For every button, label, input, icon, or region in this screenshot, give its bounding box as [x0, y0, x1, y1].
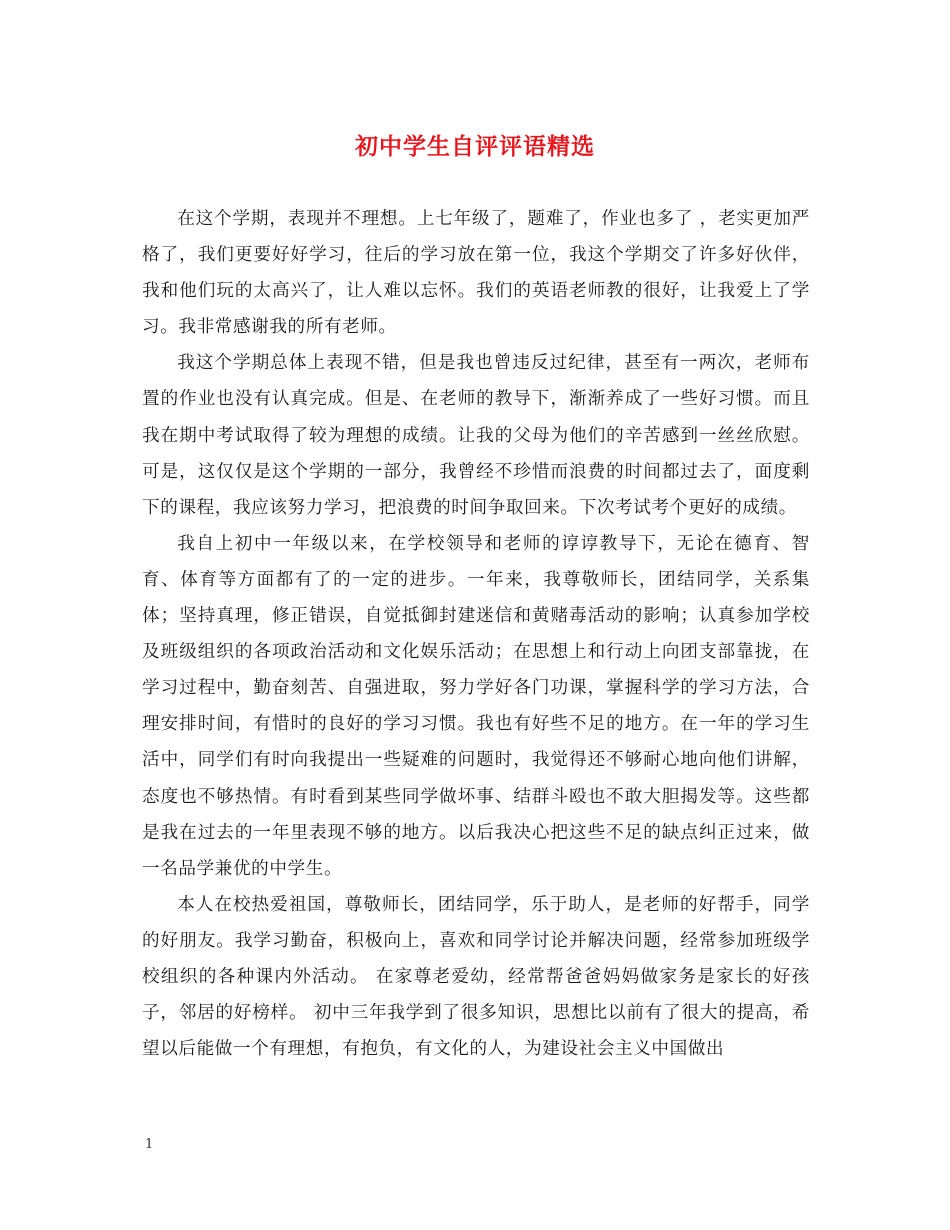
paragraph-4: 本人在校热爱祖国，尊敬师长，团结同学，乐于助人，是老师的好帮手，同学的好朋友。我学习勤奋，积极向上，喜欢和同学讨论并解决问题，经常参加班级学校组织的各种课内外活动。 在家尊老爱幼，经常帮爸爸妈妈做家务是家长的好孩子，邻居的好榜样。 初中三年我学到了很多知识，思想比以前有了很大的提高，希望以后能做一个有理想，有抱负，有文化的人，为建设社会主义中国做出 [142, 894, 810, 1060]
paragraph-3: 我自上初中一年级以来，在学校领导和老师的谆谆教导下，无论在德育、智育、体育等方面都有了的一定的进步。一年来，我尊敬师长，团结同学，关系集体；坚持真理，修正错误，自觉抵御封建迷信和黄赌毒活动的影响；认真参加学校及班级组织的各项政治活动和文化娱乐活动；在思想上和行动上向团支部靠拢，在学习过程中，勤奋刻苦、自强进取，努力学好各门功课，掌握科学的学习方法，合理安排时间，有惜时的良好的学习习惯。我也有好些不足的地方。在一年的学习生活中，同学们有时向我提出一些疑难的问题时，我觉得还不够耐心地向他们讲解，态度也不够热情。有时看到某些同学做坏事、结群斗殴也不敢大胆揭发等。这些都是我在过去的一年里表现不够的地方。以后我决心把这些不足的缺点纠正过来，做一名品学兼优的中学生。 [142, 533, 810, 879]
paragraph-2: 我这个学期总体上表现不错，但是我也曾违反过纪律，甚至有一两次，老师布置的作业也没有认真完成。但是、在老师的教导下，渐渐养成了一些好习惯。而且我在期中考试取得了较为理想的成绩。让我的父母为他们的辛苦感到一丝丝欣慰。可是，这仅仅是这个学期的一部分，我曾经不珍惜而浪费的时间都过去了，面度剩下的课程，我应该努力学习，把浪费的时间争取回来。下次考试考个更好的成绩。 [142, 353, 810, 518]
page-number: 1 [145, 1137, 154, 1152]
document-title: 初中学生自评评语精选 [355, 133, 595, 160]
paragraph-1: 在这个学期，表现并不理想。上七年级了，题难了，作业也多了 ，老实更加严格了，我们更要好好学习，往后的学习放在第一位，我这个学期交了许多好伙伴，我和他们玩的太高兴了，让人难以忘怀。我们的英语老师教的很好，让我爱上了学习。我非常感谢我的所有老师。 [142, 209, 810, 338]
document-body [142, 201, 810, 1067]
